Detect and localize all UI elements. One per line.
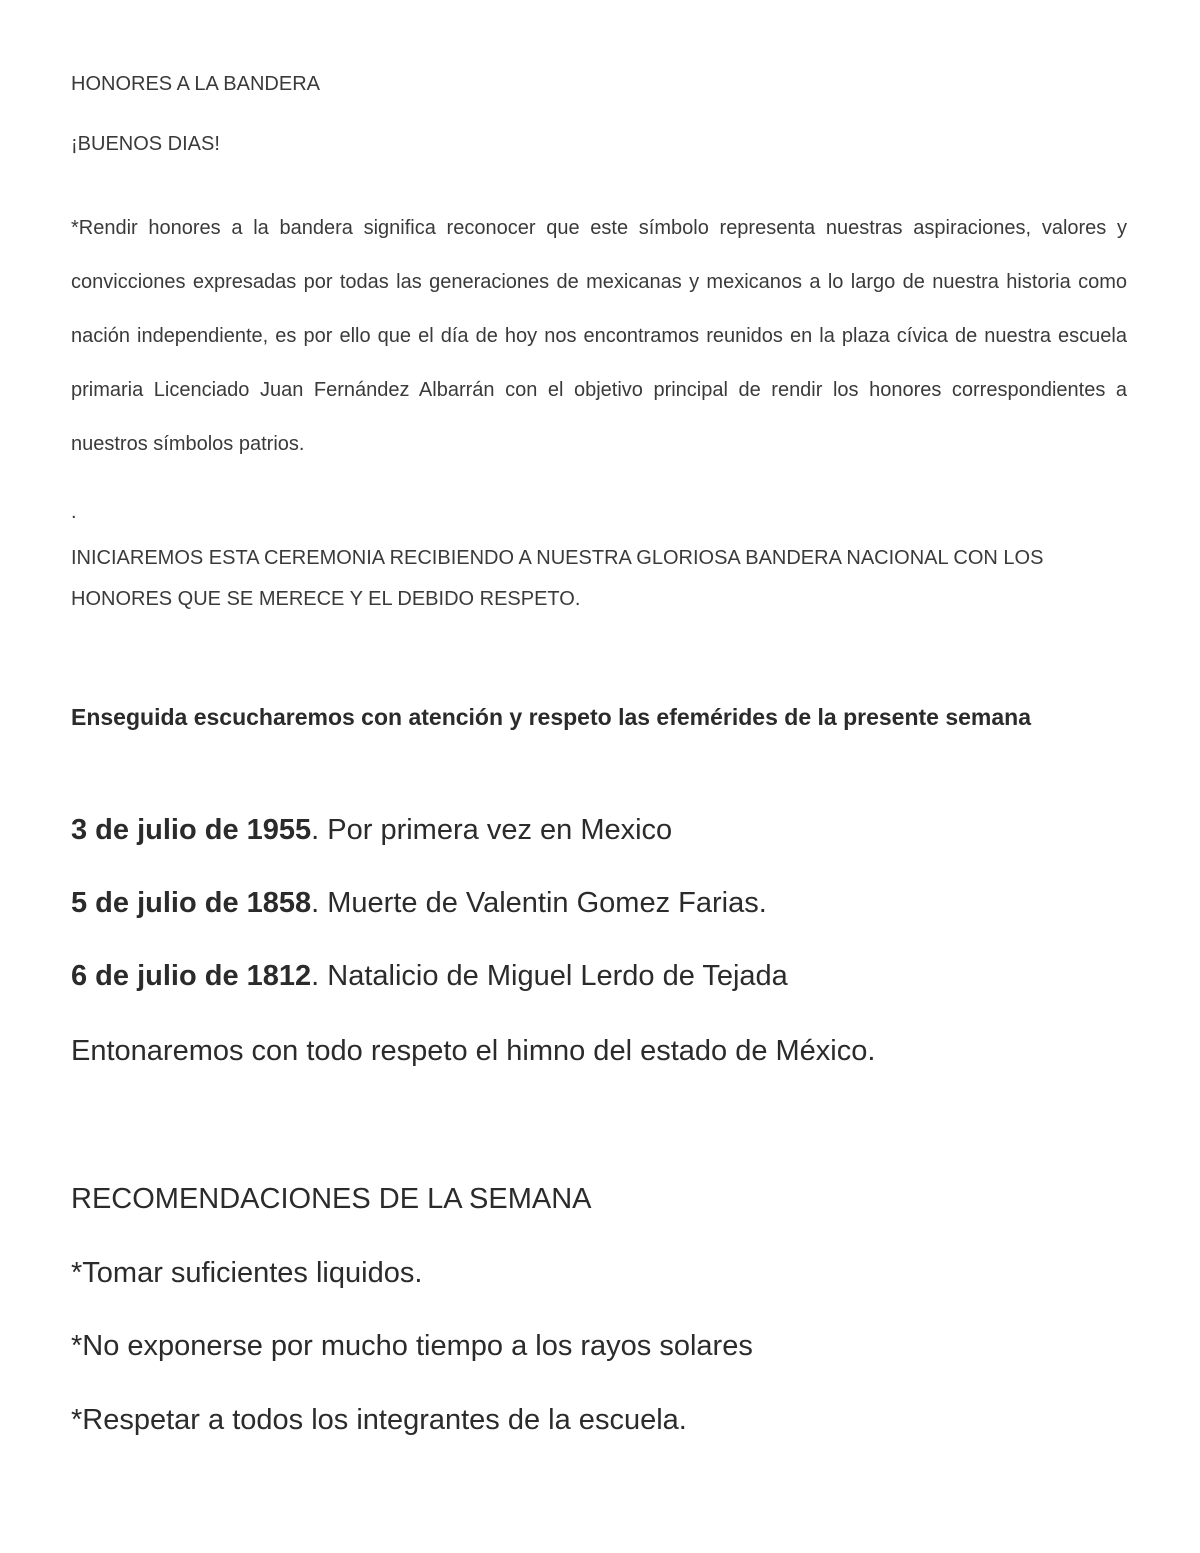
recommendation-item: *No exponerse por mucho tiempo a los rayos solares <box>71 1330 753 1362</box>
intro-paragraph: *Rendir honores a la bandera significa reconocer que este símbolo representa nuestras aspiraciones, valores y convicciones expresadas por todas las generaciones de mexicanas y mexicanos a lo largo de nuestra historia como nación independiente, es por ello que el día de hoy nos encontramos reunidos en la plaza cívica de nuestra escuela primaria Licenciado Juan Fernández Albarrán con el objetivo principal de rendir los honores correspondientes a nuestros símbolos patrios. <box>71 217 1127 455</box>
efemeride-item <box>71 812 1127 848</box>
efemeride-date: 5 de julio de 1858 <box>71 887 312 919</box>
efemeride-text: . Por primera vez en Mexico <box>311 814 673 846</box>
recommendations-title: RECOMENDACIONES DE LA SEMANA <box>71 1183 592 1215</box>
efemeride-text: . Natalicio de Miguel Lerdo de Tejada <box>311 960 788 992</box>
efemeride-date: 6 de julio de 1812 <box>71 960 312 992</box>
efemeride-item <box>71 885 1127 921</box>
efemerides-intro: Enseguida escucharemos con atención y respeto las efemérides de la presente semana <box>71 704 1032 730</box>
recommendation-item: *Tomar suficientes liquidos. <box>71 1257 423 1289</box>
greeting: ¡BUENOS DIAS! <box>71 133 220 155</box>
document-title: HONORES A LA BANDERA <box>71 73 320 95</box>
himno-line: Entonaremos con todo respeto el himno del estado de México. <box>71 1035 876 1067</box>
efemeride-item <box>71 958 1127 994</box>
recommendation-item: *Respetar a todos los integrantes de la escuela. <box>71 1404 687 1436</box>
efemeride-text: . Muerte de Valentin Gomez Farias. <box>311 887 767 919</box>
efemeride-date: 3 de julio de 1955 <box>71 814 312 846</box>
separator-dot: . <box>71 501 77 523</box>
ceremony-start-paragraph: INICIAREMOS ESTA CEREMONIA RECIBIENDO A NUESTRA GLORIOSA BANDERA NACIONAL CON LOS HONORES QUE SE MERECE Y EL DEBIDO RESPETO. <box>71 547 1044 610</box>
